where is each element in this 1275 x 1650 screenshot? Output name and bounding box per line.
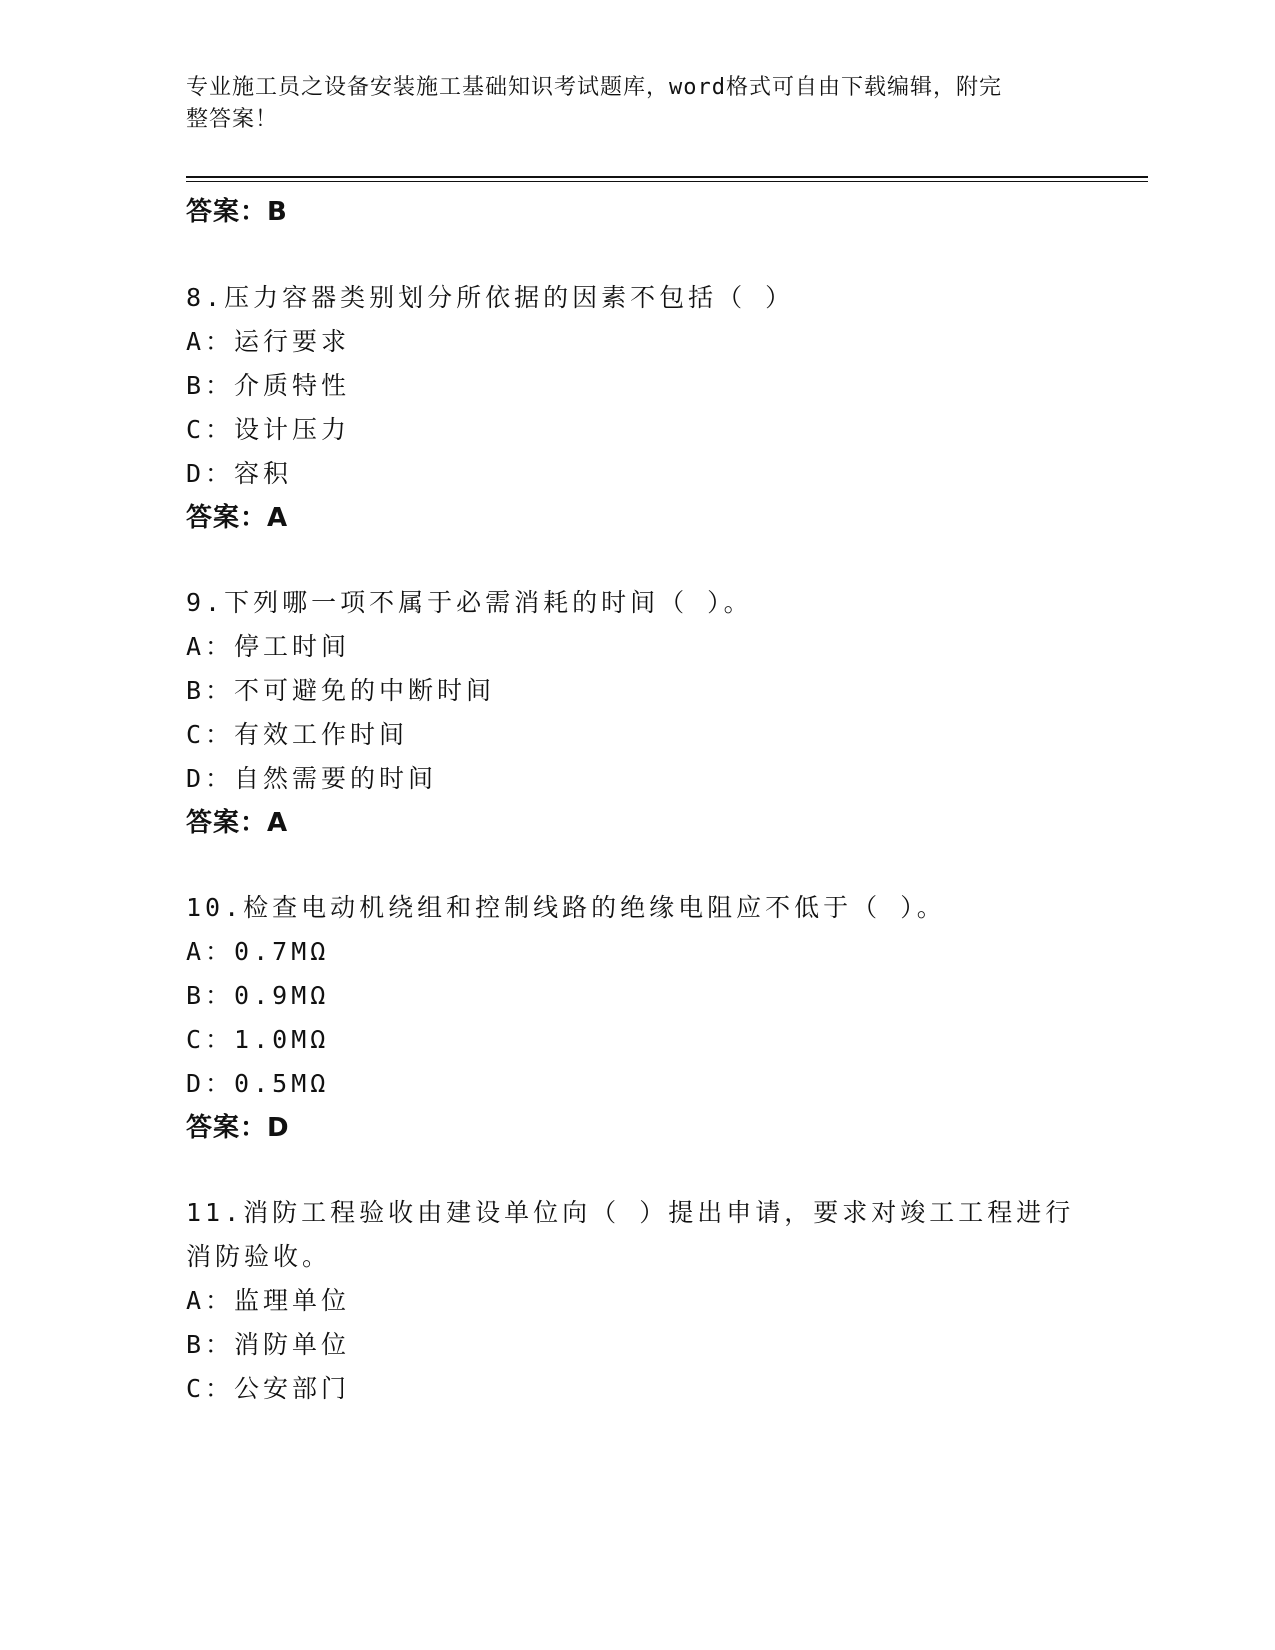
question-11-option-c: C：公安部门 (186, 1374, 351, 1403)
header-rule-thin (186, 181, 1148, 182)
header-line-1: 专业施工员之设备安装施工基础知识考试题库，word格式可自由下载编辑，附完 (186, 75, 1002, 100)
question-10-option-b: B：0.9MΩ (186, 981, 330, 1010)
question-11-stem-line-2: 消防验收。 (186, 1242, 332, 1271)
question-8-option-b: B：介质特性 (186, 371, 351, 400)
question-9-option-b: B：不可避免的中断时间 (186, 676, 496, 705)
question-11-option-b: B：消防单位 (186, 1330, 351, 1359)
question-8-option-a: A：运行要求 (186, 327, 351, 356)
question-11-option-a: A：监理单位 (186, 1286, 351, 1315)
question-9-stem: 9.下列哪一项不属于必需消耗的时间（ ）。 (186, 588, 753, 617)
question-10-answer: 答案：D (186, 1113, 290, 1143)
question-9-answer: 答案：A (186, 808, 289, 838)
question-9-option-a: A：停工时间 (186, 632, 351, 661)
question-10-stem: 10.检查电动机绕组和控制线路的绝缘电阻应不低于（ ）。 (186, 893, 946, 922)
question-8-answer: 答案：A (186, 503, 289, 533)
question-9-option-c: C：有效工作时间 (186, 720, 409, 749)
question-8-option-d: D：容积 (186, 459, 293, 488)
answer-q7: 答案：B (186, 197, 288, 227)
question-8-stem: 8.压力容器类别划分所依据的因素不包括（ ） (186, 283, 795, 312)
header-rule-thick (186, 176, 1148, 178)
question-10-option-d: D：0.5MΩ (186, 1069, 330, 1098)
header-line-2: 整答案！ (186, 107, 279, 132)
question-10-option-a: A：0.7MΩ (186, 937, 330, 966)
question-10-option-c: C：1.0MΩ (186, 1025, 330, 1054)
question-8-option-c: C：设计压力 (186, 415, 351, 444)
question-11-stem-line-1: 11.消防工程验收由建设单位向（ ）提出申请，要求对竣工工程进行 (186, 1198, 1075, 1227)
question-9-option-d: D：自然需要的时间 (186, 764, 438, 793)
document-header (186, 72, 1086, 136)
